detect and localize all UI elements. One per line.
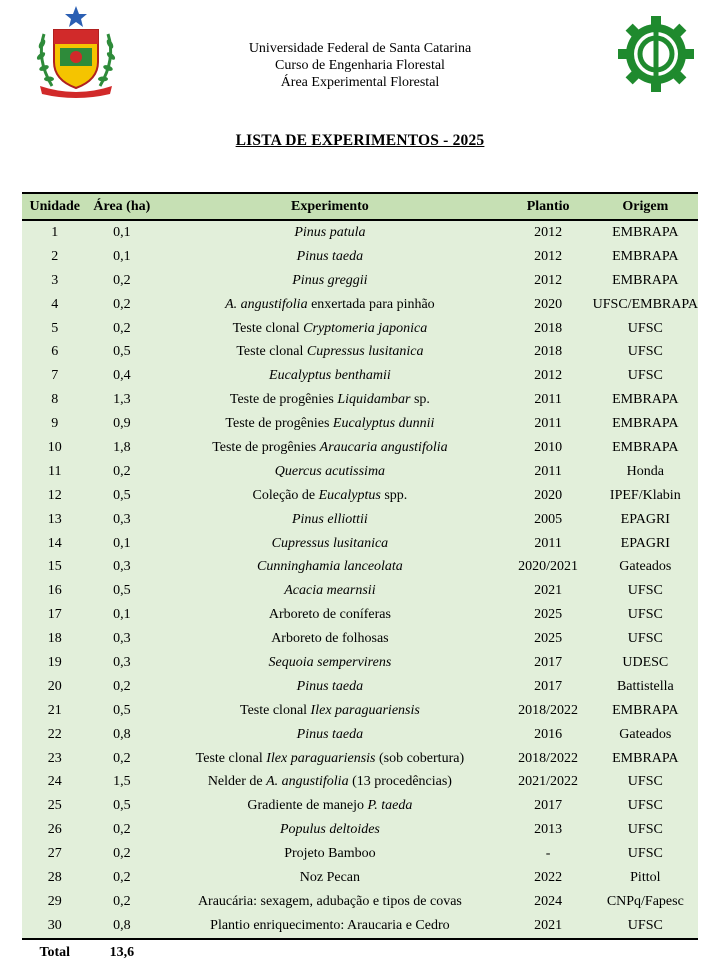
- cell-unidade: 13: [22, 508, 88, 532]
- cell-unidade: 15: [22, 555, 88, 579]
- cell-experimento: [156, 220, 503, 245]
- cell-area: 0,1: [88, 532, 157, 556]
- cell-origem: Pittol: [593, 866, 698, 890]
- species-name: Pinus taeda: [296, 248, 364, 264]
- cell-plantio: 2025: [504, 603, 593, 627]
- species-name: A. angustifolia: [266, 774, 349, 790]
- cell-experimento: [156, 412, 503, 436]
- cell-unidade: 12: [22, 484, 88, 508]
- cell-area: 0,8: [88, 914, 157, 939]
- table-row: [22, 555, 698, 579]
- ufsc-coat-of-arms-icon: [30, 4, 122, 100]
- cell-unidade: 20: [22, 675, 88, 699]
- column-header-area: Área (ha): [88, 193, 157, 220]
- cell-experimento: [156, 651, 503, 675]
- table-row: [22, 818, 698, 842]
- cell-area: 0,5: [88, 699, 157, 723]
- experiment-text: Teste clonal: [195, 750, 267, 766]
- species-name: Ilex paraguariensis: [310, 702, 420, 718]
- cell-plantio: -: [504, 842, 593, 866]
- cell-area: 0,2: [88, 317, 157, 341]
- cell-area: 0,2: [88, 675, 157, 699]
- cell-area: 0,3: [88, 555, 157, 579]
- cell-plantio: 2013: [504, 818, 593, 842]
- experiment-text: (13 procedências): [348, 774, 452, 790]
- cell-plantio: 2016: [504, 723, 593, 747]
- table-row: [22, 866, 698, 890]
- cell-origem: EMBRAPA: [593, 245, 698, 269]
- cell-unidade: 22: [22, 723, 88, 747]
- species-name: Pinus elliottii: [291, 511, 368, 527]
- species-name: Pinus greggii: [292, 272, 368, 288]
- species-name: Eucalyptus: [318, 487, 381, 503]
- column-header-experimento: Experimento: [156, 193, 503, 220]
- experiment-text: sp.: [410, 392, 430, 408]
- column-header-origem: Origem: [593, 193, 698, 220]
- table-row: [22, 914, 698, 939]
- cell-origem: UFSC: [593, 364, 698, 388]
- cell-unidade: 30: [22, 914, 88, 939]
- cell-origem: UFSC: [593, 842, 698, 866]
- cell-area: 0,2: [88, 460, 157, 484]
- cell-unidade: 29: [22, 890, 88, 914]
- table-row: [22, 532, 698, 556]
- table-row: [22, 842, 698, 866]
- institution-line-university: Universidade Federal de Santa Catarina: [248, 41, 472, 56]
- cell-plantio: 2024: [504, 890, 593, 914]
- cell-origem: EMBRAPA: [593, 220, 698, 245]
- cell-unidade: 28: [22, 866, 88, 890]
- cell-unidade: 16: [22, 579, 88, 603]
- cell-area: 0,4: [88, 364, 157, 388]
- cell-area: 0,1: [88, 220, 157, 245]
- cell-experimento: [156, 293, 503, 317]
- cell-experimento: [156, 460, 503, 484]
- gear-emblem-icon: [616, 14, 696, 94]
- cell-area: 0,2: [88, 842, 157, 866]
- cell-area: 0,3: [88, 508, 157, 532]
- cell-experimento: [156, 532, 503, 556]
- experiment-text: enxertada para pinhão: [307, 296, 435, 312]
- table-row: [22, 460, 698, 484]
- cell-experimento: [156, 723, 503, 747]
- column-header-plantio: Plantio: [504, 193, 593, 220]
- total-row: [22, 939, 698, 966]
- species-name: Ilex paraguariensis: [266, 750, 376, 766]
- cell-plantio: 2011: [504, 388, 593, 412]
- cell-origem: UFSC: [593, 603, 698, 627]
- table-row: [22, 364, 698, 388]
- cell-experimento: [156, 269, 503, 293]
- cell-area: 1,8: [88, 436, 157, 460]
- cell-origem: UFSC: [593, 818, 698, 842]
- experiment-text: Arboreto de coníferas: [268, 607, 391, 623]
- experiment-text: Plantio enriquecimento: Araucaria e Cedro: [210, 917, 450, 933]
- cell-origem: EMBRAPA: [593, 269, 698, 293]
- table-row: [22, 412, 698, 436]
- cell-experimento: [156, 818, 503, 842]
- cell-unidade: 6: [22, 340, 88, 364]
- cell-plantio: 2011: [504, 412, 593, 436]
- cell-unidade: 19: [22, 651, 88, 675]
- cell-experimento: [156, 508, 503, 532]
- species-name: Cupressus lusitanica: [306, 344, 424, 360]
- total-value: 13,6: [88, 939, 157, 966]
- cell-area: 0,3: [88, 627, 157, 651]
- cell-area: 0,2: [88, 747, 157, 771]
- cell-unidade: 25: [22, 794, 88, 818]
- cell-experimento: [156, 794, 503, 818]
- cell-experimento: [156, 317, 503, 341]
- experiment-text: Teste clonal: [232, 320, 304, 336]
- species-name: Liquidambar: [337, 392, 411, 408]
- cell-experimento: [156, 770, 503, 794]
- cell-experimento: [156, 555, 503, 579]
- cell-area: 0,2: [88, 818, 157, 842]
- cell-unidade: 7: [22, 364, 88, 388]
- experiment-text: Arboreto de folhosas: [271, 631, 389, 647]
- cell-plantio: 2012: [504, 364, 593, 388]
- table-row: [22, 317, 698, 341]
- cell-origem: UFSC: [593, 579, 698, 603]
- cell-plantio: 2005: [504, 508, 593, 532]
- cell-unidade: 27: [22, 842, 88, 866]
- cell-area: 0,1: [88, 603, 157, 627]
- cell-experimento: [156, 436, 503, 460]
- species-name: Cupressus lusitanica: [271, 535, 389, 551]
- cell-origem: Honda: [593, 460, 698, 484]
- table-row: [22, 220, 698, 245]
- cell-unidade: 23: [22, 747, 88, 771]
- cell-unidade: 21: [22, 699, 88, 723]
- table-row: [22, 269, 698, 293]
- cell-origem: EMBRAPA: [593, 699, 698, 723]
- table-row: [22, 340, 698, 364]
- cell-experimento: [156, 579, 503, 603]
- species-name: Pinus patula: [294, 224, 366, 240]
- cell-origem: UFSC: [593, 627, 698, 651]
- cell-plantio: 2018/2022: [504, 699, 593, 723]
- table-row: [22, 747, 698, 771]
- experiments-table: [22, 192, 698, 966]
- cell-unidade: 10: [22, 436, 88, 460]
- cell-origem: EMBRAPA: [593, 388, 698, 412]
- cell-area: 0,5: [88, 579, 157, 603]
- cell-area: 0,5: [88, 340, 157, 364]
- table-row: [22, 293, 698, 317]
- cell-origem: EPAGRI: [593, 508, 698, 532]
- species-name: Cryptomeria japonica: [303, 320, 428, 336]
- cell-experimento: [156, 364, 503, 388]
- cell-unidade: 1: [22, 220, 88, 245]
- species-name: Eucalyptus dunnii: [332, 416, 435, 432]
- cell-origem: EMBRAPA: [593, 747, 698, 771]
- institution-block: [160, 40, 560, 91]
- table-row: [22, 675, 698, 699]
- species-name: A. angustifolia: [225, 296, 308, 312]
- cell-area: 0,2: [88, 866, 157, 890]
- cell-plantio: 2020: [504, 484, 593, 508]
- table-body: [22, 220, 698, 939]
- cell-experimento: [156, 388, 503, 412]
- cell-origem: CNPq/Fapesc: [593, 890, 698, 914]
- species-name: Pinus taeda: [296, 678, 364, 694]
- cell-origem: UDESC: [593, 651, 698, 675]
- cell-experimento: [156, 627, 503, 651]
- experiment-text: Teste de progênies: [229, 392, 338, 408]
- cell-plantio: 2021: [504, 914, 593, 939]
- cell-origem: UFSC: [593, 317, 698, 341]
- table-row: [22, 770, 698, 794]
- cell-area: 0,2: [88, 293, 157, 317]
- experiment-text: Araucária: sexagem, adubação e tipos de covas: [197, 893, 462, 909]
- cell-plantio: 2020/2021: [504, 555, 593, 579]
- cell-experimento: [156, 699, 503, 723]
- cell-plantio: 2025: [504, 627, 593, 651]
- cell-plantio: 2022: [504, 866, 593, 890]
- species-name: Sequoia sempervirens: [268, 654, 392, 670]
- cell-plantio: 2020: [504, 293, 593, 317]
- table-header-row: [22, 193, 698, 220]
- cell-area: 1,5: [88, 770, 157, 794]
- cell-plantio: 2018: [504, 340, 593, 364]
- institution-line-course: Curso de Engenharia Florestal: [275, 58, 445, 73]
- cell-origem: Battistella: [593, 675, 698, 699]
- cell-unidade: 3: [22, 269, 88, 293]
- cell-unidade: 26: [22, 818, 88, 842]
- species-name: Pinus taeda: [296, 726, 364, 742]
- cell-origem: EMBRAPA: [593, 412, 698, 436]
- cell-plantio: 2017: [504, 794, 593, 818]
- cell-area: 0,5: [88, 794, 157, 818]
- cell-origem: UFSC: [593, 770, 698, 794]
- cell-plantio: 2011: [504, 460, 593, 484]
- table-row: [22, 794, 698, 818]
- cell-unidade: 8: [22, 388, 88, 412]
- experiment-text: spp.: [380, 487, 408, 503]
- table-row: [22, 579, 698, 603]
- column-header-unidade: Unidade: [22, 193, 88, 220]
- cell-plantio: 2010: [504, 436, 593, 460]
- experiment-text: (sob cobertura): [375, 750, 465, 766]
- cell-unidade: 24: [22, 770, 88, 794]
- experiment-text: Projeto Bamboo: [284, 846, 376, 862]
- cell-unidade: 17: [22, 603, 88, 627]
- cell-origem: IPEF/Klabin: [593, 484, 698, 508]
- cell-experimento: [156, 890, 503, 914]
- species-name: Araucaria angustifolia: [319, 439, 448, 455]
- table-row: [22, 245, 698, 269]
- cell-origem: UFSC: [593, 794, 698, 818]
- cell-area: 0,3: [88, 651, 157, 675]
- table-row: [22, 627, 698, 651]
- table-row: [22, 388, 698, 412]
- cell-experimento: [156, 914, 503, 939]
- cell-experimento: [156, 603, 503, 627]
- cell-plantio: 2017: [504, 675, 593, 699]
- cell-plantio: 2011: [504, 532, 593, 556]
- cell-area: 0,8: [88, 723, 157, 747]
- cell-unidade: 11: [22, 460, 88, 484]
- species-name: Quercus acutissima: [274, 463, 386, 479]
- cell-experimento: [156, 245, 503, 269]
- cell-plantio: 2017: [504, 651, 593, 675]
- cell-origem: EMBRAPA: [593, 436, 698, 460]
- experiment-text: Coleção de: [252, 487, 319, 503]
- cell-plantio: 2012: [504, 269, 593, 293]
- cell-origem: Gateados: [593, 555, 698, 579]
- institution-line-area: Área Experimental Florestal: [280, 75, 440, 90]
- experiment-text: Teste de progênies: [225, 416, 333, 432]
- cell-area: 0,5: [88, 484, 157, 508]
- species-name: Eucalyptus benthamii: [269, 368, 391, 384]
- cell-origem: EPAGRI: [593, 532, 698, 556]
- cell-area: 0,2: [88, 890, 157, 914]
- page-title: LISTA DE EXPERIMENTOS - 2025: [235, 132, 485, 149]
- table-row: [22, 651, 698, 675]
- cell-area: 0,9: [88, 412, 157, 436]
- cell-experimento: [156, 675, 503, 699]
- table-row: [22, 890, 698, 914]
- species-name: P. taeda: [367, 798, 413, 814]
- cell-unidade: 5: [22, 317, 88, 341]
- cell-plantio: 2018/2022: [504, 747, 593, 771]
- cell-experimento: [156, 340, 503, 364]
- cell-area: 0,1: [88, 245, 157, 269]
- cell-unidade: 9: [22, 412, 88, 436]
- cell-plantio: 2018: [504, 317, 593, 341]
- species-name: Acacia mearnsii: [284, 583, 376, 599]
- species-name: Cunninghamia lanceolata: [256, 559, 403, 575]
- table-row: [22, 603, 698, 627]
- cell-experimento: [156, 866, 503, 890]
- cell-experimento: [156, 747, 503, 771]
- cell-plantio: 2021: [504, 579, 593, 603]
- experiment-text: Gradiente de manejo: [247, 798, 368, 814]
- cell-area: 0,2: [88, 269, 157, 293]
- cell-origem: UFSC: [593, 340, 698, 364]
- cell-origem: UFSC/EMBRAPA: [593, 293, 698, 317]
- cell-plantio: 2012: [504, 245, 593, 269]
- cell-unidade: 18: [22, 627, 88, 651]
- table-row: [22, 723, 698, 747]
- experiment-text: Nelder de: [207, 774, 267, 790]
- table-row: [22, 484, 698, 508]
- cell-origem: Gateados: [593, 723, 698, 747]
- cell-experimento: [156, 842, 503, 866]
- cell-plantio: 2012: [504, 220, 593, 245]
- species-name: Populus deltoides: [279, 822, 380, 838]
- table-row: [22, 699, 698, 723]
- cell-experimento: [156, 484, 503, 508]
- cell-origem: UFSC: [593, 914, 698, 939]
- cell-unidade: 14: [22, 532, 88, 556]
- document-header: [0, 0, 720, 120]
- cell-area: 1,3: [88, 388, 157, 412]
- total-label: Total: [22, 939, 88, 966]
- table-row: [22, 436, 698, 460]
- experiment-text: Teste clonal: [236, 344, 307, 360]
- cell-unidade: 4: [22, 293, 88, 317]
- experiment-text: Teste clonal: [240, 702, 311, 718]
- cell-unidade: 2: [22, 245, 88, 269]
- experiment-text: Noz Pecan: [299, 869, 361, 885]
- table-row: [22, 508, 698, 532]
- cell-plantio: 2021/2022: [504, 770, 593, 794]
- experiment-text: Teste de progênies: [212, 439, 320, 455]
